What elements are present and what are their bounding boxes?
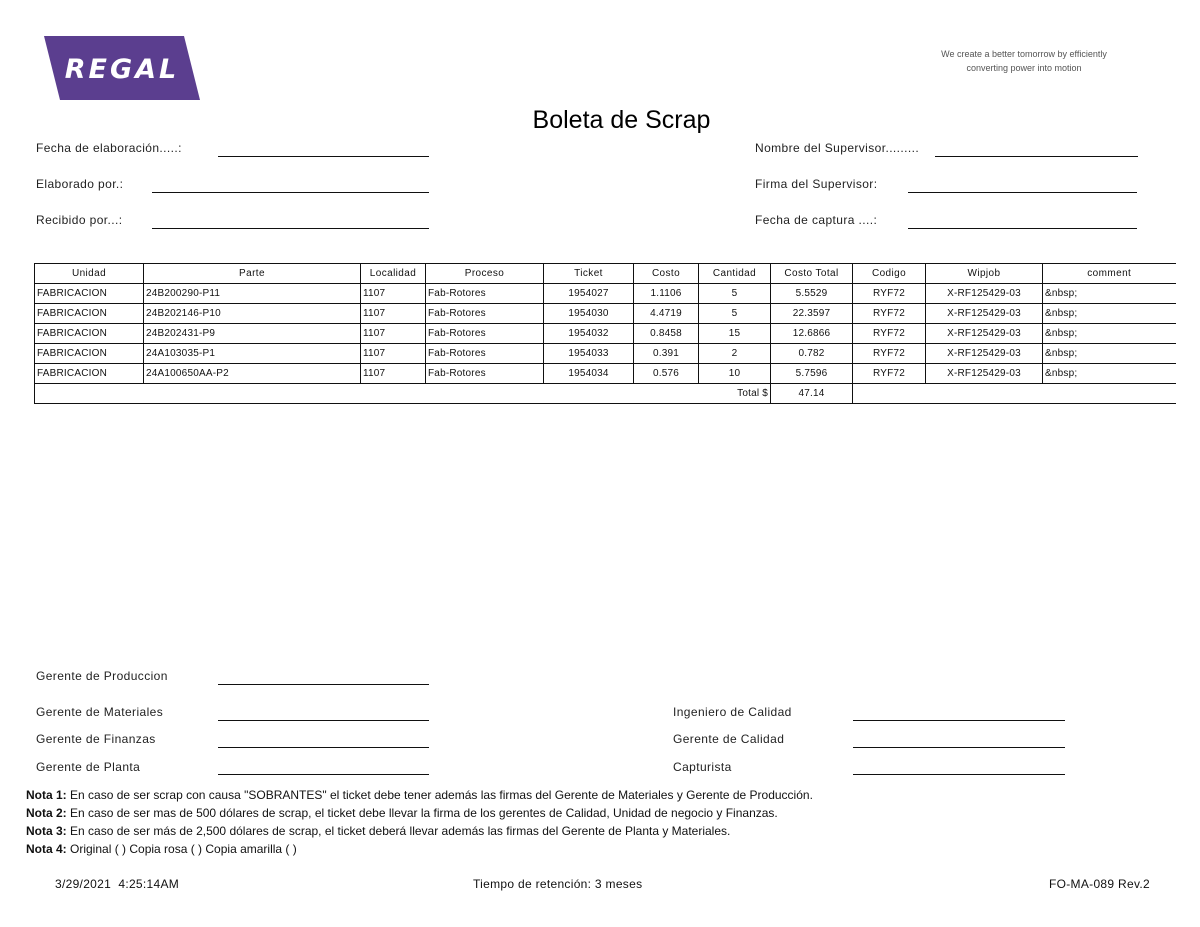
cell-codigo: RYF72 bbox=[853, 324, 926, 344]
cell-costo: 0.576 bbox=[634, 364, 699, 384]
cell-wipjob: X-RF125429-03 bbox=[926, 364, 1043, 384]
cell-localidad: 1107 bbox=[361, 304, 426, 324]
note-text: En caso de ser más de 2,500 dólares de scrap, el ticket deberá llevar además las firmas del Gerente de Planta y Materiales. bbox=[70, 824, 731, 838]
cell-costo-total: 22.3597 bbox=[771, 304, 853, 324]
nombre-supervisor-label: Nombre del Supervisor......... bbox=[755, 141, 920, 155]
fecha-elaboracion-field[interactable] bbox=[218, 156, 429, 157]
cell-comment: &nbsp; bbox=[1043, 304, 1176, 324]
cell-unidad: FABRICACION bbox=[35, 304, 144, 324]
regal-logo bbox=[44, 36, 200, 100]
cell-parte: 24A100650AA-P2 bbox=[144, 364, 361, 384]
note-label: Nota 2: bbox=[26, 806, 67, 820]
gerente-produccion-label: Gerente de Produccion bbox=[36, 669, 168, 683]
cell-ticket: 1954034 bbox=[544, 364, 634, 384]
total-value: 47.14 bbox=[771, 384, 853, 404]
cell-proceso: Fab-Rotores bbox=[426, 344, 544, 364]
cell-comment: &nbsp; bbox=[1043, 344, 1176, 364]
note-2 bbox=[26, 804, 813, 822]
gerente-planta-signature-line[interactable] bbox=[218, 774, 429, 775]
cell-unidad: FABRICACION bbox=[35, 324, 144, 344]
gerente-produccion-signature-line[interactable] bbox=[218, 684, 429, 685]
cell-unidad: FABRICACION bbox=[35, 284, 144, 304]
nombre-supervisor-field[interactable] bbox=[935, 156, 1138, 157]
cell-costo-total: 5.7596 bbox=[771, 364, 853, 384]
table-row bbox=[35, 324, 1176, 344]
col-header-codigo: Codigo bbox=[853, 264, 926, 284]
table-row bbox=[35, 344, 1176, 364]
cell-ticket: 1954032 bbox=[544, 324, 634, 344]
col-header-comment: comment bbox=[1043, 264, 1176, 284]
col-header-parte: Parte bbox=[144, 264, 361, 284]
cell-wipjob: X-RF125429-03 bbox=[926, 304, 1043, 324]
note-text: En caso de ser scrap con causa "SOBRANTES" el ticket debe tener además las firmas del Gerente de Materiales y Gerente de Producción. bbox=[70, 788, 813, 802]
note-1 bbox=[26, 786, 813, 804]
cell-localidad: 1107 bbox=[361, 344, 426, 364]
firma-supervisor-field[interactable] bbox=[908, 192, 1137, 193]
firma-supervisor-label: Firma del Supervisor: bbox=[755, 177, 878, 191]
gerente-calidad-signature-line[interactable] bbox=[853, 747, 1065, 748]
capturista-signature-line[interactable] bbox=[853, 774, 1065, 775]
cell-proceso: Fab-Rotores bbox=[426, 364, 544, 384]
col-header-cantidad: Cantidad bbox=[699, 264, 771, 284]
cell-comment: &nbsp; bbox=[1043, 284, 1176, 304]
logo-text: REGAL bbox=[64, 54, 180, 85]
cell-costo: 4.4719 bbox=[634, 304, 699, 324]
cell-ticket: 1954033 bbox=[544, 344, 634, 364]
cell-proceso: Fab-Rotores bbox=[426, 324, 544, 344]
fecha-captura-label: Fecha de captura ....: bbox=[755, 213, 878, 227]
cell-localidad: 1107 bbox=[361, 284, 426, 304]
footer-retention: Tiempo de retención: 3 meses bbox=[473, 877, 643, 891]
cell-proceso: Fab-Rotores bbox=[426, 284, 544, 304]
cell-codigo: RYF72 bbox=[853, 284, 926, 304]
table-row bbox=[35, 364, 1176, 384]
cell-cantidad: 5 bbox=[699, 284, 771, 304]
cell-parte: 24B202431-P9 bbox=[144, 324, 361, 344]
cell-codigo: RYF72 bbox=[853, 344, 926, 364]
cell-cantidad: 15 bbox=[699, 324, 771, 344]
ingeniero-calidad-signature-line[interactable] bbox=[853, 720, 1065, 721]
cell-codigo: RYF72 bbox=[853, 364, 926, 384]
gerente-finanzas-label: Gerente de Finanzas bbox=[36, 732, 156, 746]
page-title: Boleta de Scrap bbox=[532, 106, 711, 134]
gerente-planta-label: Gerente de Planta bbox=[36, 760, 141, 774]
gerente-materiales-label: Gerente de Materiales bbox=[36, 705, 164, 719]
cell-wipjob: X-RF125429-03 bbox=[926, 284, 1043, 304]
cell-parte: 24B202146-P10 bbox=[144, 304, 361, 324]
col-header-unidad: Unidad bbox=[35, 264, 144, 284]
cell-parte: 24A103035-P1 bbox=[144, 344, 361, 364]
cell-localidad: 1107 bbox=[361, 324, 426, 344]
cell-comment: &nbsp; bbox=[1043, 364, 1176, 384]
note-text: En caso de ser mas de 500 dólares de scrap, el ticket debe llevar la firma de los gerentes de Calidad, Unidad de negocio y Finanzas. bbox=[70, 806, 778, 820]
note-label: Nota 1: bbox=[26, 788, 67, 802]
cell-ticket: 1954027 bbox=[544, 284, 634, 304]
col-header-wipjob: Wipjob bbox=[926, 264, 1043, 284]
cell-costo: 0.8458 bbox=[634, 324, 699, 344]
capturista-label: Capturista bbox=[673, 760, 732, 774]
note-4 bbox=[26, 840, 813, 858]
tagline-line-2: converting power into motion bbox=[966, 63, 1082, 73]
cell-wipjob: X-RF125429-03 bbox=[926, 324, 1043, 344]
note-3 bbox=[26, 822, 813, 840]
notes-section bbox=[26, 786, 813, 858]
cell-wipjob: X-RF125429-03 bbox=[926, 344, 1043, 364]
note-label: Nota 4: bbox=[26, 842, 67, 856]
cell-comment: &nbsp; bbox=[1043, 324, 1176, 344]
col-header-ticket: Ticket bbox=[544, 264, 634, 284]
total-row bbox=[35, 384, 1176, 404]
gerente-calidad-label: Gerente de Calidad bbox=[673, 732, 785, 746]
cell-cantidad: 5 bbox=[699, 304, 771, 324]
scrap-table bbox=[34, 263, 1176, 404]
cell-parte: 24B200290-P11 bbox=[144, 284, 361, 304]
recibido-por-field[interactable] bbox=[152, 228, 429, 229]
cell-costo: 1.1106 bbox=[634, 284, 699, 304]
table-header-row bbox=[35, 264, 1176, 284]
col-header-costo-total: Costo Total bbox=[771, 264, 853, 284]
cell-costo-total: 5.5529 bbox=[771, 284, 853, 304]
elaborado-por-field[interactable] bbox=[152, 192, 429, 193]
col-header-costo: Costo bbox=[634, 264, 699, 284]
table-row bbox=[35, 304, 1176, 324]
cell-localidad: 1107 bbox=[361, 364, 426, 384]
cell-costo: 0.391 bbox=[634, 344, 699, 364]
cell-proceso: Fab-Rotores bbox=[426, 304, 544, 324]
note-text: Original ( ) Copia rosa ( ) Copia amarilla ( ) bbox=[70, 842, 297, 856]
fecha-captura-field[interactable] bbox=[908, 228, 1137, 229]
cell-costo-total: 12.6866 bbox=[771, 324, 853, 344]
elaborado-por-label: Elaborado por.: bbox=[36, 177, 124, 191]
footer-form-code: FO-MA-089 Rev.2 bbox=[1049, 877, 1150, 891]
col-header-proceso: Proceso bbox=[426, 264, 544, 284]
ingeniero-calidad-label: Ingeniero de Calidad bbox=[673, 705, 792, 719]
recibido-por-label: Recibido por...: bbox=[36, 213, 123, 227]
cell-costo-total: 0.782 bbox=[771, 344, 853, 364]
table-row bbox=[35, 284, 1176, 304]
col-header-localidad: Localidad bbox=[361, 264, 426, 284]
cell-cantidad: 10 bbox=[699, 364, 771, 384]
note-label: Nota 3: bbox=[26, 824, 67, 838]
gerente-finanzas-signature-line[interactable] bbox=[218, 747, 429, 748]
cell-ticket: 1954030 bbox=[544, 304, 634, 324]
tagline bbox=[900, 47, 1148, 75]
cell-unidad: FABRICACION bbox=[35, 364, 144, 384]
cell-unidad: FABRICACION bbox=[35, 344, 144, 364]
tagline-line-1: We create a better tomorrow by efficiently bbox=[941, 49, 1107, 59]
gerente-materiales-signature-line[interactable] bbox=[218, 720, 429, 721]
total-label: Total $ bbox=[699, 384, 771, 404]
footer-timestamp: 3/29/2021 4:25:14AM bbox=[55, 877, 180, 891]
fecha-elaboracion-label: Fecha de elaboración.....: bbox=[36, 141, 182, 155]
cell-cantidad: 2 bbox=[699, 344, 771, 364]
cell-codigo: RYF72 bbox=[853, 304, 926, 324]
